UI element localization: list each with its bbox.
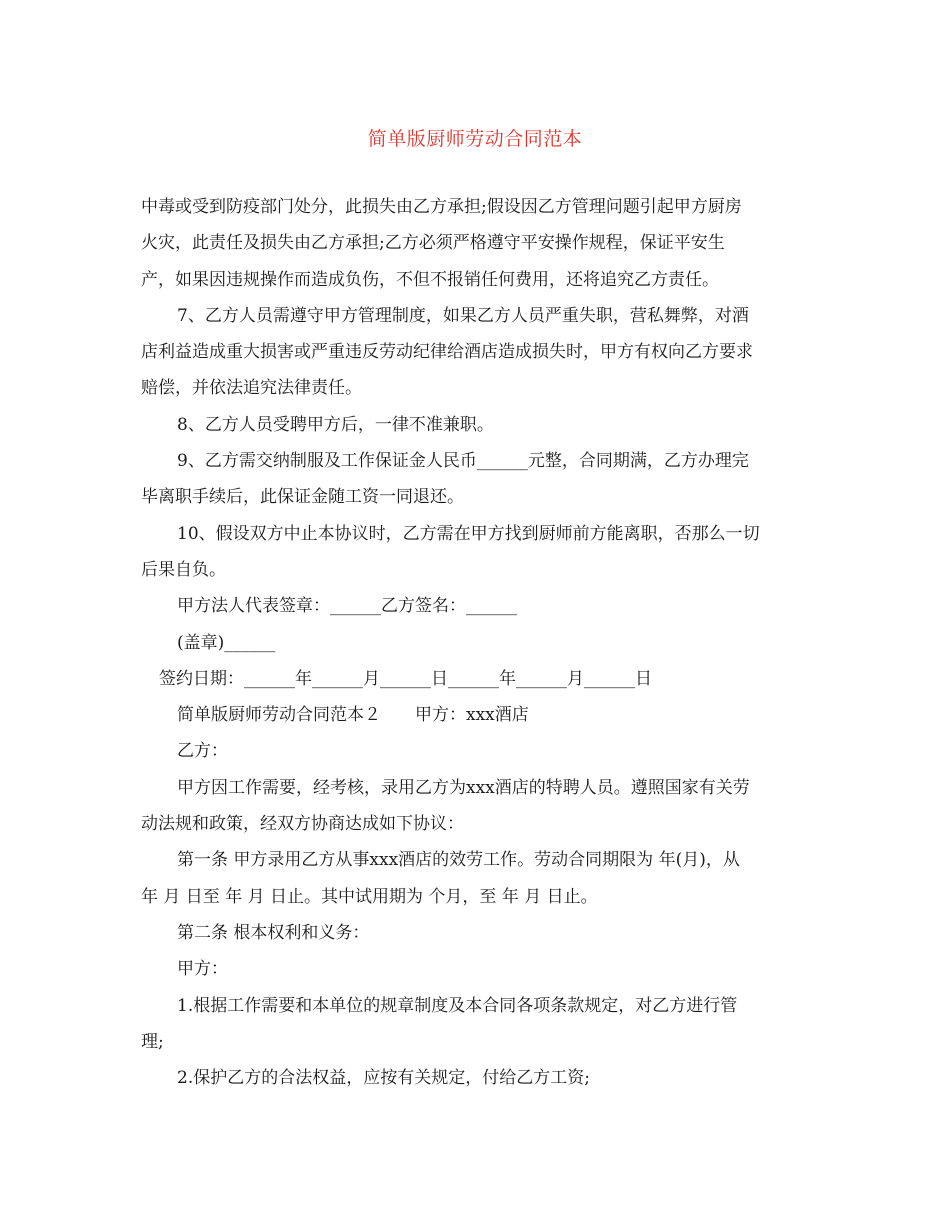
text-line: 店利益造成重大损害或严重违反劳动纪律给酒店造成损失时，甲方有权向乙方要求	[141, 342, 753, 363]
document-body	[141, 196, 811, 1103]
text-line: 产，如果因违规操作而造成负伤，不但不报销任何费用，还将追究乙方责任。	[141, 269, 719, 290]
text-line: 理;	[141, 1031, 164, 1052]
party-b-line: 乙方：	[177, 741, 228, 762]
signing-date-line: 签约日期：______年______月______日______年______月______日	[159, 668, 652, 689]
signature-line: 甲方法人代表签章：______乙方签名：______	[177, 596, 517, 617]
clause-8: 8、乙方人员受聘甲方后，一律不准兼职。	[177, 414, 494, 435]
text-line: 动法规和政策，经双方协商达成如下协议：	[141, 814, 464, 835]
clause-10: 10、假设双方中止本协议时，乙方需在甲方找到厨师前方能离职，否那么一切	[177, 523, 760, 544]
text-line: 中毒或受到防疫部门处分，此损失由乙方承担;假设因乙方管理问题引起甲方厨房	[141, 197, 742, 217]
item-1: 1.根据工作需要和本单位的规章制度及本合同各项条款规定，对乙方进行管	[177, 995, 738, 1016]
text-line: 火灾，此责任及损失由乙方承担;乙方必须严格遵守平安操作规程，保证平安生	[141, 233, 725, 254]
text-line: 后果自负。	[141, 559, 226, 580]
clause-7: 7、乙方人员需遵守甲方管理制度，如果乙方人员严重失职，营私舞弊，对酒	[177, 305, 749, 326]
document-title: 简单版厨师劳动合同范本	[367, 128, 583, 150]
paragraph-intro: 甲方因工作需要，经考核，录用乙方为xxx酒店的特聘人员。遵照国家有关劳	[177, 777, 750, 798]
item-2: 2.保护乙方的合法权益，应按有关规定，付给乙方工资;	[177, 1068, 590, 1089]
party-a-label: 甲方：	[177, 959, 228, 980]
text-line: 毕离职手续后，此保证金随工资一同退还。	[141, 487, 464, 508]
contract-2-heading: 简单版厨师劳动合同范本２ 甲方：xxx酒店	[177, 705, 529, 726]
article-2: 第二条 根本权利和义务：	[177, 922, 370, 943]
article-1: 第一条 甲方录用乙方从事xxx酒店的效劳工作。劳动合同期限为 年(月)，从	[177, 850, 740, 871]
seal-line: (盖章)______	[177, 632, 276, 653]
clause-9: 9、乙方需交纳制服及工作保证金人民币______元整，合同期满，乙方办理完	[177, 451, 749, 472]
text-line: 赔偿，并依法追究法律责任。	[141, 378, 362, 399]
text-line: 年 月 日至 年 月 日止。其中试用期为 个月，至 年 月 日止。	[141, 886, 598, 907]
